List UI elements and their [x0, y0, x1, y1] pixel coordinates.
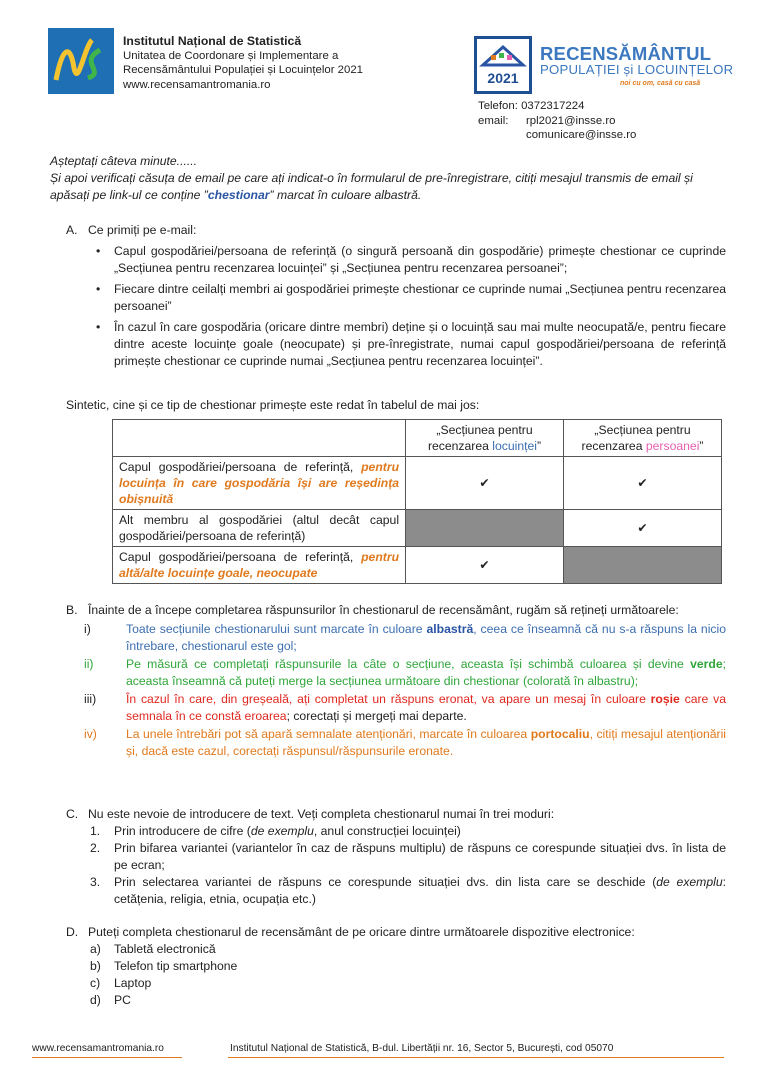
note-blue: i) Toate secțiunile chestionarului sunt marcate în culoare albastră, ceea ce înseamnă că nu s-a răspuns la nicio întrebare, chestionarul este gol; — [84, 622, 727, 653]
email-label: email: — [478, 114, 509, 127]
note-orange: iv) La unele întrebări pot să apară semnalate atenționări, marcate în culoarea portocaliu, citiți mesajul atenționării și, dacă este cazul, corectați răspunsul/răspunsurile eronate. — [84, 727, 727, 758]
check-icon: ✔ — [564, 510, 722, 547]
list-item: a) Tabletă electronică — [90, 942, 216, 956]
table-row — [113, 547, 722, 584]
intro-part-2: ” marcat în culoare albastră. — [269, 188, 422, 202]
list-item: 3. Prin selectarea variantei de răspuns ce corespunde situației dvs. din lista care se deschide (de exemplu: cetățenia, religia, etnia, ocupația etc.) — [90, 875, 726, 906]
ins-header-text — [123, 34, 363, 92]
intro-text — [50, 153, 726, 204]
section-a-title: Ce primiți pe e-mail: — [88, 223, 197, 237]
rpl-2021-logo — [474, 36, 532, 94]
intro-part-1: Și apoi verificați căsuța de email pe care ați indicat-o în formularul de pre-înregistrare, citiți mesajul transmis de email și apăsați pe link-ul ce conține ” — [50, 171, 693, 202]
ins-title: Institutul Național de Statistică — [123, 34, 302, 48]
email-2[interactable]: comunicare@insse.ro — [526, 129, 637, 141]
table-intro: Sintetic, cine și ce tip de chestionar primește este redat în tabelul de mai jos: — [66, 398, 480, 412]
list-item: d) PC — [90, 993, 131, 1007]
note-red: iii) În cazul în care, din greșeală, ați completat un răspuns eronat, va apare un mesaj în culoare roșie care va semnala în ce constă eroarea; corectați și mergeți mai departe. — [84, 692, 726, 723]
section-b-letter: B. — [66, 603, 78, 617]
check-icon: ✔ — [406, 457, 564, 510]
table-header-row — [113, 420, 722, 457]
section-c-letter: C. — [66, 807, 79, 821]
footer-divider — [228, 1057, 724, 1058]
phone-number[interactable]: 0372317224 — [521, 100, 585, 112]
rpl-year: 2021 — [487, 70, 519, 86]
section-d-title: Puteți completa chestionarul de recensământ de pe oricare dintre următoarele dispozitive electronice: — [88, 925, 635, 939]
table-header-empty — [113, 420, 406, 457]
list-item: c) Laptop — [90, 976, 152, 990]
footer-website[interactable]: www.recensamantromania.ro — [32, 1043, 164, 1054]
rpl-subtitle: POPULAȚIEI și LOCUINȚELOR — [540, 62, 734, 77]
check-icon: ✔ — [564, 457, 722, 510]
intro-wait: Așteptați câteva minute...... — [50, 154, 197, 168]
section-a-bullets — [88, 243, 726, 370]
section-d — [66, 924, 726, 1009]
cell-not-applicable — [406, 510, 564, 547]
chestionar-link-word: chestionar — [207, 188, 270, 202]
section-c-title: Nu este nevoie de introducere de text. Veți completa chestionarul numai în trei moduri: — [88, 807, 555, 821]
section-b — [66, 602, 726, 761]
contact-block — [478, 99, 636, 143]
header-locuinta-word: locuinței — [492, 439, 538, 453]
footer-address: Institutul Național de Statistică, B-dul. Libertății nr. 16, Sector 5, București, cod 05070 — [230, 1043, 614, 1054]
note-green: ii) Pe măsură ce completați răspunsurile la câte o secțiune, aceasta își schimbă culoarea și devine verde; aceasta înseamnă că puteți merge la secțiunea următoare din chestionar (colorată în albastru); — [84, 657, 726, 688]
row-head-main: Capul gospodăriei/persoana de referință, pentru locuința în care gospodăria își are reședința obișnuită — [113, 457, 406, 510]
table-row — [113, 510, 722, 547]
bullet-item: • Fiecare dintre ceilalți membri ai gospodăriei primește chestionar ce cuprinde numai „Secțiunea pentru recenzarea persoanei” — [88, 281, 726, 315]
rpl-tagline: noi cu om, casă cu casă — [620, 80, 701, 87]
header-persoana-word: persoanei — [645, 439, 700, 453]
row-head-empty-homes: Capul gospodăriei/persoana de referință, pentru altă/alte locuințe goale, neocupate — [113, 547, 406, 584]
list-item: b) Telefon tip smartphone — [90, 959, 238, 973]
section-a-letter: A. — [66, 223, 78, 237]
row-head-empty-note: pentru altă/alte locuințe goale, neocupate — [119, 550, 400, 580]
list-item: 1. Prin introducere de cifre (de exemplu, anul construcției locuinței) — [90, 824, 461, 838]
bullet-item: • În cazul în care gospodăria (oricare dintre membri) deține și o locuință sau mai multe neocupată/e, pentru fiecare dintre aceste locuințe goale (neocupate) și pre-înregistrate, numai capul gospodăriei/persoana de referință primește chestionar ce cuprinde numai „Secțiunea pentru recenzarea locuinței”. — [88, 319, 726, 370]
ins-website[interactable]: www.recensamantromania.ro — [123, 78, 271, 91]
ins-unit: Unitatea de Coordonare și Implementare a — [123, 49, 339, 62]
header-persoana: „Secțiunea pentru recenzarea persoanei” — [564, 420, 722, 457]
list-item: 2. Prin bifarea variantei (variantelor în caz de răspuns multiplu) de răspuns ce corespunde situației dvs. în lista de pe ecran; — [90, 841, 726, 872]
section-d-letter: D. — [66, 925, 79, 939]
row-other-member: Alt membru al gospodăriei (altul decât capul gospodăriei/persoana de referință) — [113, 510, 406, 547]
ins-unit-2: Recensământului Populației și Locuințelor 2021 — [123, 64, 363, 76]
rpl-title: RECENSĂMÂNTUL — [540, 43, 712, 64]
row-head-main-note: pentru locuința în care gospodăria își are reședința obișnuită — [119, 460, 400, 506]
bullet-item: • Capul gospodăriei/persoana de referință (o singură persoană din gospodărie) primește chestionar ce cuprinde „Secțiunea pentru recenzarea locuinței” și „Secțiunea pentru recenzarea persoanei”; — [88, 243, 726, 277]
email-1[interactable]: rpl2021@insse.ro — [526, 114, 616, 127]
section-b-title: Înainte de a începe completarea răspunsurilor în chestionarul de recensământ, rugăm să rețineți următoarele: — [88, 603, 679, 617]
footer-divider — [32, 1057, 182, 1058]
phone-label: Telefon: — [478, 100, 518, 112]
section-c — [66, 806, 726, 908]
table-row — [113, 457, 722, 510]
cell-not-applicable — [564, 547, 722, 584]
intro-instructions — [50, 170, 726, 204]
header-locuinta: „Secțiunea pentru recenzarea locuinței” — [406, 420, 564, 457]
questionnaire-table — [112, 419, 722, 584]
ins-logo — [48, 28, 114, 94]
check-icon: ✔ — [406, 547, 564, 584]
section-a — [66, 222, 726, 374]
